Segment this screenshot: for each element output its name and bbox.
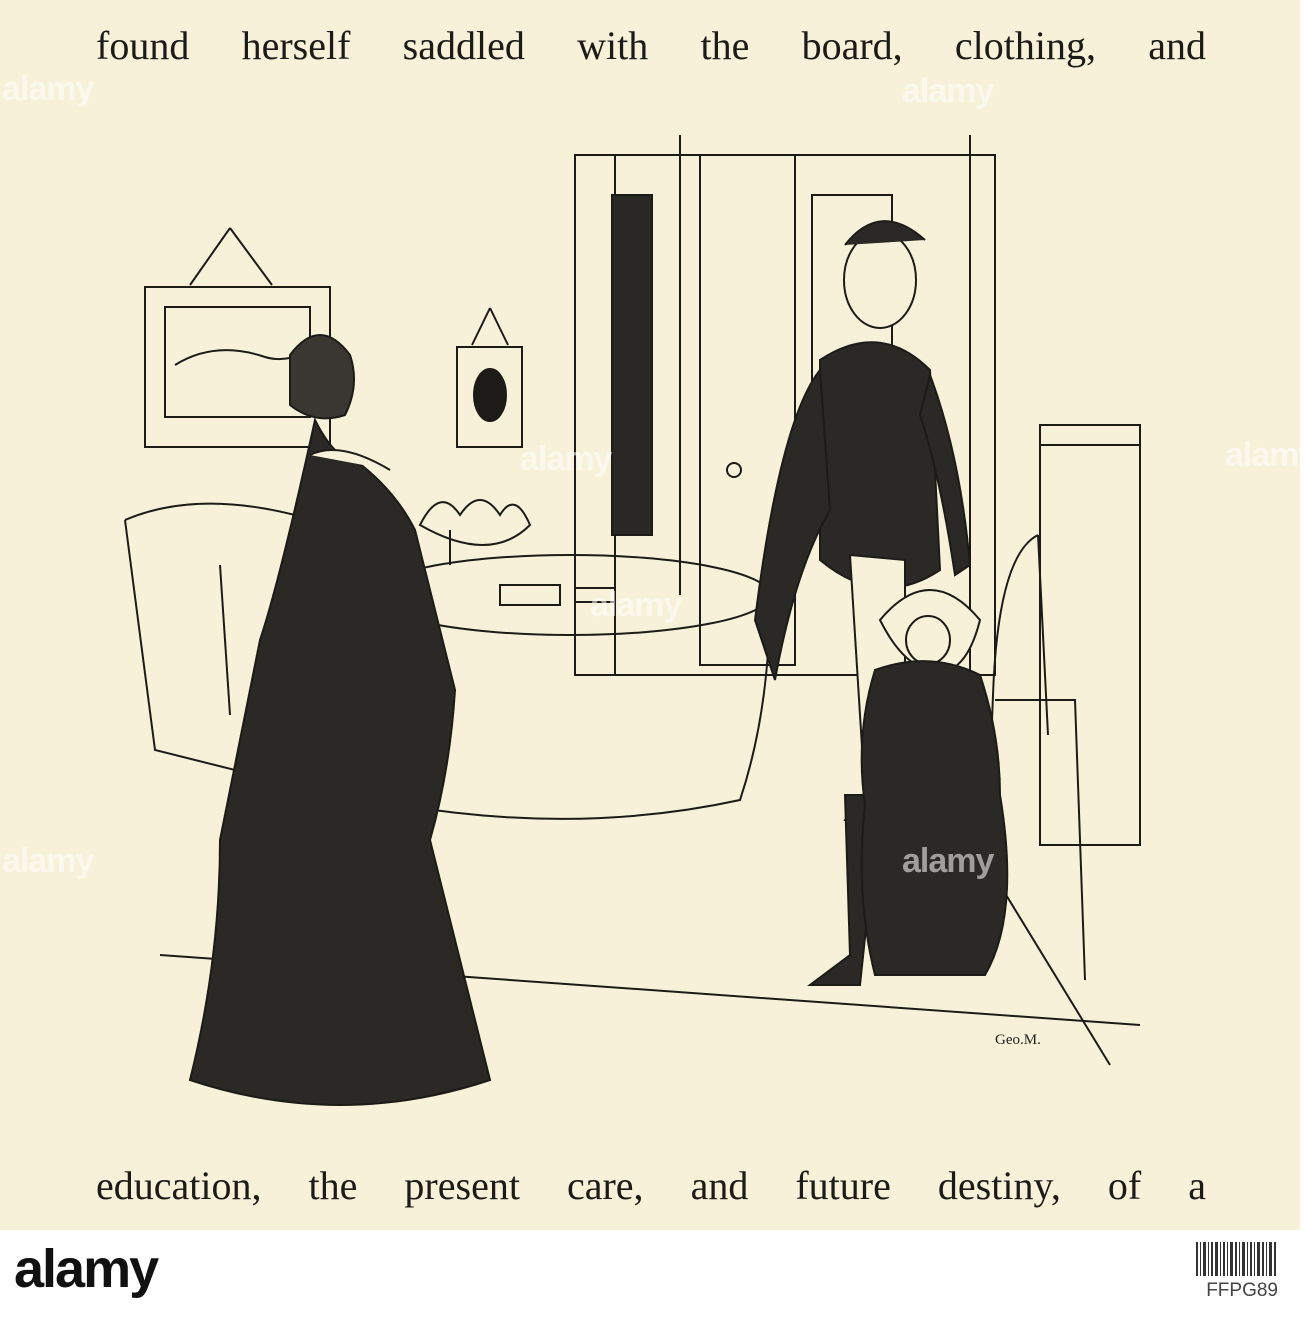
barcode-icon xyxy=(1196,1242,1276,1276)
watermark: alamy xyxy=(1225,436,1316,474)
watermark: alamy xyxy=(590,586,682,624)
illustration xyxy=(100,125,1150,1125)
stock-footer xyxy=(0,1230,1300,1317)
alamy-logo[interactable]: alamy xyxy=(14,1239,158,1299)
watermark: alamy xyxy=(2,70,94,108)
text-line-top: found herself saddled with the board, clothing, and xyxy=(96,23,1206,68)
watermark: alamy xyxy=(902,72,994,110)
text-line-bottom: education, the present care, and future destiny, of a xyxy=(96,1163,1206,1208)
door-dark-panel xyxy=(612,195,652,535)
watermark: alamy xyxy=(902,842,994,880)
fireplace xyxy=(1040,425,1140,845)
watermark: alamy xyxy=(520,440,612,478)
artist-signature: Geo.M. xyxy=(995,1032,1041,1048)
image-id: FFPG89 xyxy=(1206,1280,1278,1301)
door-knob xyxy=(727,463,741,477)
woman-figure xyxy=(190,335,490,1105)
watermark: alamy xyxy=(2,842,94,880)
